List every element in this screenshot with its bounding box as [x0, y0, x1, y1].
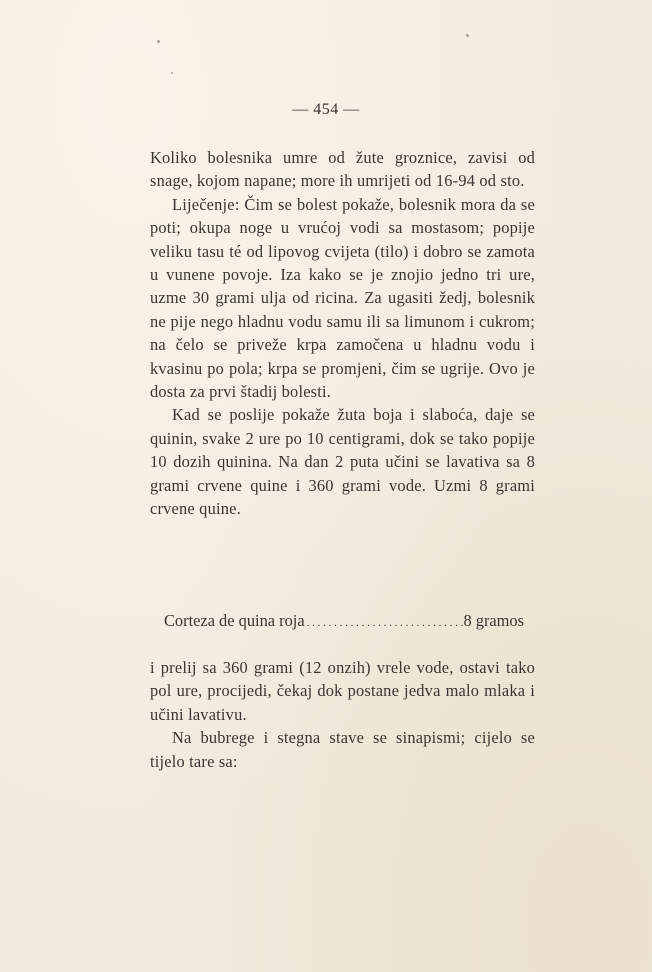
recipe-amount: 8 gramos: [463, 611, 524, 630]
leader-dots: [305, 610, 464, 634]
paragraph: Liječenje: Čim se bolest pokaže, bolesnik mora da se poti; okupa noge u vrućoj vodi sa mostasom; popije veliku tasu té od lipovog cvijeta (tilo) i dobro se zamota u vunene povoje. Iza kako se je znojio jedno tri ure, uzme 30 grami ulja od ricina. Za ugasiti žedj, bolesnik ne pije nego hladnu vodu samu ili sa limunom i cukrom; na čelo se priveže krpa zamočena u hladnu vodu i kvasinu po pola; krpa se promjeni, čim se ugrije. Ovo je dosta za prvi štadij bolesti.: [150, 194, 535, 402]
recipe-line: [164, 610, 524, 634]
body-text-block: [150, 146, 535, 521]
body-text-block: [150, 656, 535, 773]
recipe-ingredient: Corteza de quina roja: [164, 611, 305, 630]
paragraph: Na bubrege i stegna stave se sinapismi; cijelo se tijelo tare sa:: [150, 728, 535, 771]
paragraph: Kad se poslije pokaže žuta boja i slaboća, daje se quinin, svake 2 ure po 10 centigrami, dok se tako popije 10 dozih quinina. Na dan 2 puta učini se lavativa sa 8 grami crvene quine i 360 grami vode. Uzmi 8 grami crvene quine.: [150, 405, 535, 519]
paper-speck: [157, 40, 160, 43]
paper-speck: [171, 72, 173, 74]
paper-speck: [466, 34, 469, 37]
paragraph: Koliko bolesnika umre od žute groznice, zavisi od snage, kojom napane; more ih umrijeti od 16-94 od sto.: [150, 148, 535, 191]
paragraph: i prelij sa 360 grami (12 onzih) vrele vode, ostavi tako pol ure, procijedi, čekaj dok postane jedva malo mlaka i učini lavativu.: [150, 658, 535, 724]
page-number: — 454 —: [292, 101, 360, 118]
